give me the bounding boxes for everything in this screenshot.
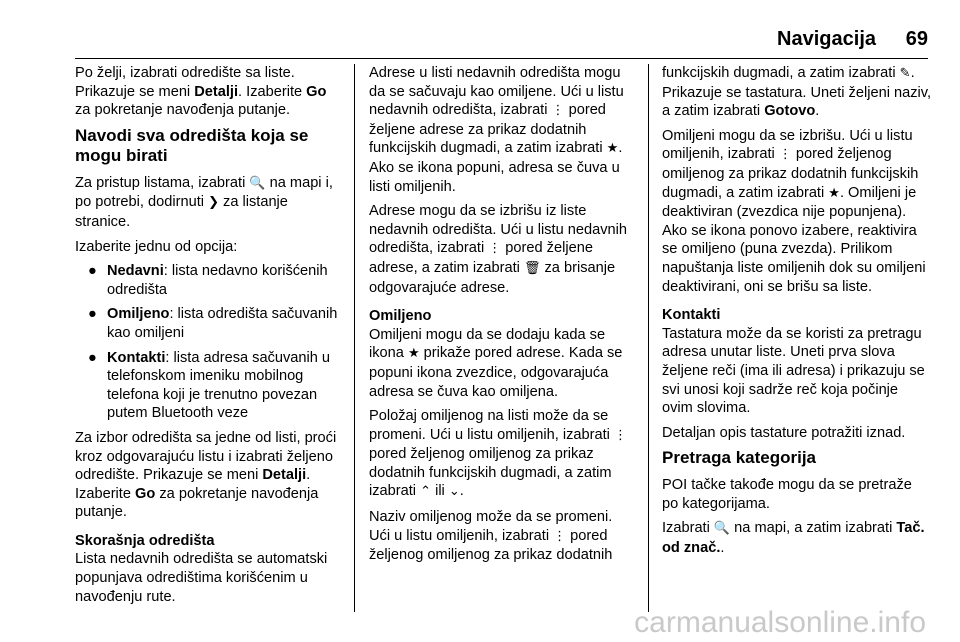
paragraph: Izaberite jednu od opcija: — [75, 238, 238, 255]
page-header — [0, 28, 960, 58]
column-1 — [75, 64, 345, 612]
more-icon: ⋮ — [488, 241, 502, 257]
list-item: ● Omiljeno: lista odredišta sačuvanih kao omiljeni — [88, 306, 338, 341]
paragraph: Adrese mogu da se izbrišu iz liste nedavnih odredišta. Ući u listu nedavnih odredišta, izabrati ⋮ pored željene adrese, a zatim izabrati 🗑 za brisanje odgovarajuće adrese. — [369, 203, 627, 296]
paragraph: Detaljan opis tastature potražiti iznad. — [662, 424, 906, 441]
pencil-icon: ✎ — [899, 66, 911, 81]
paragraph: Za pristup listama, izabrati 🔍 na mapi i, po potrebi, dodirnuti ❯ za listanje stranice. — [75, 174, 333, 230]
paragraph: Omiljeni mogu da se izbrišu. Ući u listu omiljenih, izabrati ⋮ pored željenog omiljenog za prikaz dodatnih funkcijskih dugmadi, a zatim izabrati ★. Omiljeni je deaktiviran (zvezdica nije popunjena). Ako se ikona ponovo izabere, reaktivira se omiljeno (puna zvezda). Prilikom napuštanja liste omiljenih dok su omiljeni deaktivirani, oni se brišu sa liste. — [662, 127, 926, 295]
more-icon: ⋮ — [551, 103, 565, 119]
bullet: ● — [88, 263, 97, 280]
paragraph: funkcijskih dugmadi, a zatim izabrati ✎. Prikazuje se tastatura. Uneti željeni naziv, a zatim izabrati Gotovo. — [662, 65, 932, 120]
paragraph: Po želji, izabrati odredište sa liste. Prikazuje se meni Detalji. Izaberite Go za pokretanje navođenja putanje. — [75, 65, 327, 119]
page-number: 69 — [905, 28, 928, 50]
list-item: ● Nedavni: lista nedavno korišćenih odredišta — [88, 263, 328, 298]
star-icon: ★ — [828, 185, 840, 201]
column-divider-2 — [648, 64, 649, 612]
chevron-down-icon: ⌄ — [448, 484, 460, 500]
paragraph: Tastatura može da se koristi za pretragu adresa unutar liste. Uneti prva slova željene reči (ima ili adresa) i prikazuju se svi unosi koji sadrže reč koja počinje ovim slovima. — [662, 325, 925, 417]
more-icon: ⋮ — [778, 147, 792, 163]
column-2 — [369, 64, 633, 571]
paragraph: Lista nedavnih odredišta se automatski popunjava odredištima korišćenim u navođenju rute. — [75, 551, 328, 605]
star-icon: ★ — [407, 346, 420, 362]
paragraph: Naziv omiljenog može da se promeni. Ući u listu omiljenih, izabrati ⋮ pored željenog omiljenog za prikaz dodatnih — [369, 509, 613, 564]
subsection-heading: Omiljeno — [369, 308, 432, 325]
paragraph: POI tačke takođe mogu da se pretraže po kategorijama. — [662, 477, 912, 512]
bullet: ● — [88, 306, 97, 323]
column-divider-1 — [354, 64, 355, 612]
search-icon: 🔍 — [713, 521, 731, 537]
more-icon: ⋮ — [553, 528, 567, 544]
column-3 — [662, 64, 932, 564]
star-icon: ★ — [606, 141, 619, 157]
paragraph: Izabrati 🔍 na mapi, a zatim izabrati Tač. od znač.. — [662, 520, 925, 557]
watermark: carmanualsonline.info — [634, 606, 926, 639]
subsection-heading: Skorašnja odredišta — [75, 532, 215, 549]
more-icon: ⋮ — [613, 427, 627, 443]
bullet: ● — [88, 349, 97, 366]
paragraph: Omiljeni mogu da se dodaju kada se ikona ★ prikaže pored adrese. Kada se popuni ikona zvezdice, odgovarajuća adresa se čuva kao omiljena. — [369, 326, 623, 400]
subsection-heading: Kontakti — [662, 307, 721, 324]
chevron-up-icon: ⌃ — [420, 484, 432, 500]
section-heading: Pretraga kategorija — [662, 448, 817, 468]
list-item: ● Kontakti: lista adresa sačuvanih u telefonskom imeniku mobilnog telefona koji je trenutno povezan putem Bluetooth veze — [88, 349, 331, 422]
chapter-title: Navigacija — [777, 28, 876, 50]
paragraph: Za izbor odredišta sa jedne od listi, proći kroz odgovarajuću listu i izabrati željeno odredište. Prikazuje se meni Detalji. Izaberite Go za pokretanje navođenja putanje. — [75, 429, 337, 521]
trash-icon: 🗑 — [523, 260, 541, 276]
option-list — [75, 262, 345, 423]
header-divider — [75, 58, 928, 59]
paragraph: Adrese u listi nedavnih odredišta mogu da se sačuvaju kao omiljene. Ući u listu nedavnih odredišta, izabrati ⋮ pored željene adrese za prikaz dodatnih funkcijskih dugmadi, a zatim izabrati ★. Ako se ikona popuni, adresa se čuva u listi omiljenih. — [369, 65, 624, 195]
chevron-right-icon: ❯ — [208, 195, 219, 211]
paragraph: Položaj omiljenog na listi može da se promeni. Ući u listu omiljenih, izabrati ⋮ pored željenog omiljenog za prikaz dodatnih funkcijskih dugmadi, a zatim izabrati ⌃ ili ⌄. — [369, 407, 633, 502]
section-heading: Navodi sva odredišta koja se mogu birati — [75, 125, 309, 165]
search-icon: 🔍 — [249, 175, 266, 191]
